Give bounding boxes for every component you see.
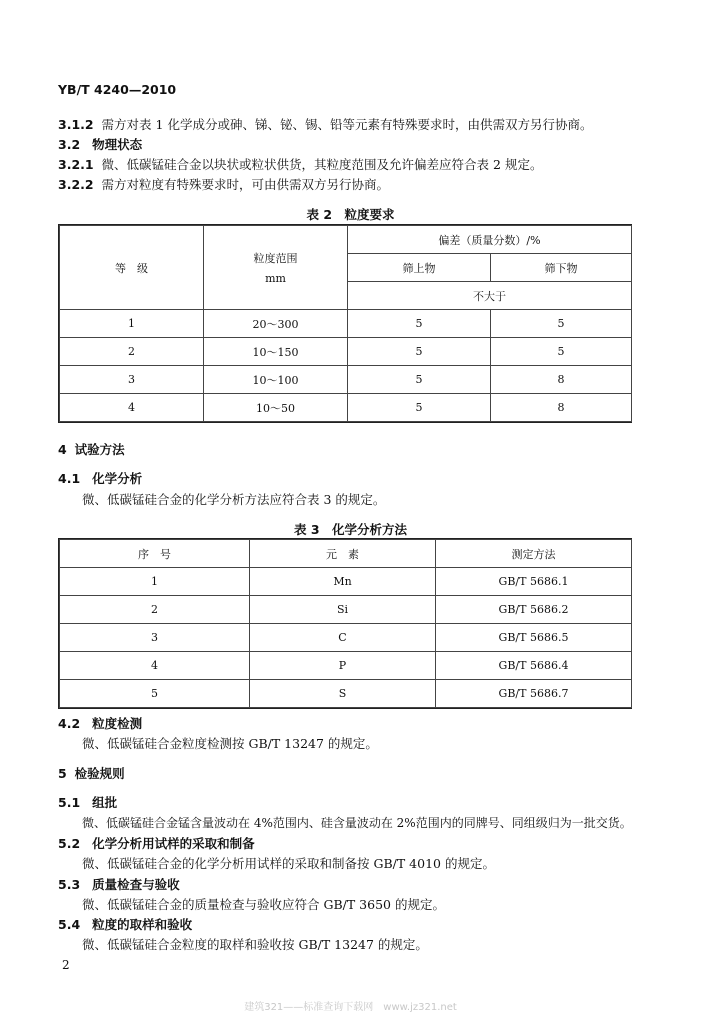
table-row (60, 680, 632, 708)
header-undersize: 筛下物 (491, 254, 632, 282)
header-not-more-than: 不大于 (348, 282, 632, 310)
header-element: 元 素 (250, 540, 436, 568)
clause-number: 3.1.2 (58, 117, 94, 132)
clause-3-2-2 (58, 179, 389, 192)
table-3 (58, 538, 632, 709)
clause-text: 需方对表 1 化学成分或砷、锑、铋、锡、铅等元素有特殊要求时，由供需双方另行协商。 (101, 117, 593, 132)
cell-under: 8 (491, 394, 632, 422)
watermark: 建筑321——标准查询下载网 www.jz321.net (244, 1002, 457, 1013)
size-range-label: 粒度范围 (253, 252, 298, 265)
clause-number: 5.1 (58, 795, 81, 810)
header-grade: 等 级 (60, 226, 204, 310)
header-oversize: 筛上物 (348, 254, 491, 282)
cell-over: 5 (348, 338, 491, 366)
cell-range: 10～100 (204, 366, 348, 394)
clause-3-2 (58, 139, 142, 152)
clause-number: 3.2.1 (58, 157, 94, 172)
cell-method: GB/T 5686.2 (436, 596, 632, 624)
header-serial-no: 序 号 (60, 540, 250, 568)
cell-over: 5 (348, 310, 491, 338)
clause-5-2-body: 微、低碳锰硅合金的化学分析用试样的采取和制备按 GB/T 4010 的规定。 (82, 856, 495, 871)
table-row (60, 596, 632, 624)
cell-no: 2 (60, 596, 250, 624)
cell-over: 5 (348, 394, 491, 422)
cell-grade: 4 (60, 394, 204, 422)
table-row (60, 338, 632, 366)
table-row (60, 652, 632, 680)
header-deviation: 偏差（质量分数）/% (348, 226, 632, 254)
cell-under: 5 (491, 338, 632, 366)
cell-no: 3 (60, 624, 250, 652)
clause-5-4 (58, 919, 192, 932)
clause-5-1-body: 微、低碳锰硅合金锰含量波动在 4%范围内、硅含量波动在 2%范围内的同牌号、同组级归为一批交货。 (82, 816, 632, 830)
cell-no: 4 (60, 652, 250, 680)
header-size-range (204, 226, 348, 310)
cell-range: 20～300 (204, 310, 348, 338)
cell-element: Mn (250, 568, 436, 596)
clause-4-2-body: 微、低碳锰硅合金粒度检测按 GB/T 13247 的规定。 (82, 736, 378, 751)
cell-grade: 1 (60, 310, 204, 338)
clause-title: 质量检查与验收 (92, 877, 180, 892)
table-2 (58, 224, 632, 423)
table-row (60, 568, 632, 596)
clause-5-3 (58, 879, 180, 892)
clause-3-2-1 (58, 159, 542, 172)
cell-range: 10～50 (204, 394, 348, 422)
cell-no: 1 (60, 568, 250, 596)
table-row (60, 310, 632, 338)
clause-5-1 (58, 797, 117, 810)
table-2-caption: 表 2 粒度要求 (306, 207, 395, 222)
clause-5-4-body: 微、低碳锰硅合金粒度的取样和验收按 GB/T 13247 的规定。 (82, 937, 428, 952)
document-code: YB/T 4240—2010 (58, 82, 177, 97)
clause-number: 5.3 (58, 877, 81, 892)
cell-grade: 2 (60, 338, 204, 366)
cell-element: S (250, 680, 436, 708)
cell-element: Si (250, 596, 436, 624)
table-row (60, 624, 632, 652)
clause-3-1-2 (58, 119, 592, 132)
section-title: 检验规则 (74, 766, 125, 781)
table-3-caption: 表 3 化学分析方法 (293, 522, 408, 537)
section-5 (58, 768, 125, 781)
clause-5-3-body: 微、低碳锰硅合金的质量检查与验收应符合 GB/T 3650 的规定。 (82, 897, 445, 912)
clause-number: 4.2 (58, 716, 81, 731)
clause-5-2 (58, 838, 255, 851)
cell-under: 5 (491, 310, 632, 338)
clause-4-1 (58, 473, 142, 486)
cell-over: 5 (348, 366, 491, 394)
header-method: 测定方法 (436, 540, 632, 568)
clause-text: 微、低碳锰硅合金以块状或粒状供货，其粒度范围及允许偏差应符合表 2 规定。 (101, 157, 543, 172)
clause-4-1-body: 微、低碳锰硅合金的化学分析方法应符合表 3 的规定。 (82, 492, 386, 507)
clause-number: 3.2 (58, 137, 81, 152)
clause-4-2 (58, 718, 142, 731)
section-title: 试验方法 (74, 442, 125, 457)
clause-title: 粒度的取样和验收 (92, 917, 193, 932)
clause-title: 组批 (92, 795, 118, 810)
clause-title: 化学分析用试样的采取和制备 (92, 836, 255, 851)
section-4 (58, 444, 125, 457)
cell-element: C (250, 624, 436, 652)
section-number: 4 (58, 442, 67, 457)
table-row (60, 394, 632, 422)
clause-number: 4.1 (58, 471, 81, 486)
cell-method: GB/T 5686.7 (436, 680, 632, 708)
clause-number: 5.2 (58, 836, 81, 851)
cell-method: GB/T 5686.5 (436, 624, 632, 652)
cell-method: GB/T 5686.1 (436, 568, 632, 596)
clause-text: 需方对粒度有特殊要求时，可由供需双方另行协商。 (101, 177, 390, 192)
section-number: 5 (58, 766, 67, 781)
cell-no: 5 (60, 680, 250, 708)
cell-grade: 3 (60, 366, 204, 394)
cell-method: GB/T 5686.4 (436, 652, 632, 680)
clause-number: 5.4 (58, 917, 81, 932)
cell-under: 8 (491, 366, 632, 394)
clause-title: 化学分析 (92, 471, 143, 486)
clause-title: 物理状态 (92, 137, 143, 152)
page-number: 2 (62, 958, 70, 972)
table-row (60, 366, 632, 394)
cell-range: 10～150 (204, 338, 348, 366)
clause-number: 3.2.2 (58, 177, 94, 192)
cell-element: P (250, 652, 436, 680)
clause-title: 粒度检测 (92, 716, 143, 731)
size-range-unit: mm (265, 272, 286, 285)
